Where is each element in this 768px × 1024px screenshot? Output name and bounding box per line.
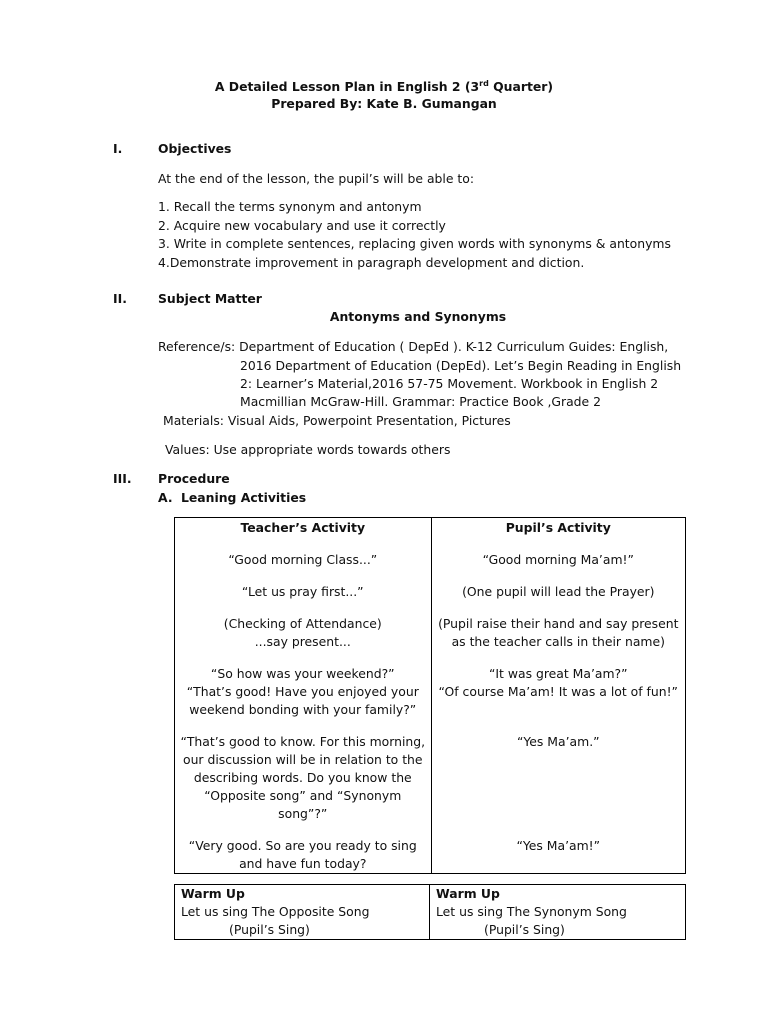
activity-table — [174, 517, 686, 874]
teacher-line: our discussion will be in relation to the — [182, 752, 423, 767]
teacher-line: “Very good. So are you ready to sing — [188, 838, 417, 853]
teacher-line: describing words. Do you know the — [193, 770, 412, 785]
section-numeral-objectives: I. — [113, 141, 123, 156]
prepared-by: Prepared By: Kate B. Gumangan — [271, 96, 497, 111]
teacher-line: “Opposite song” and “Synonym — [204, 788, 402, 803]
objective-item: 2. Acquire new vocabulary and use it correctly — [158, 218, 446, 233]
teacher-column — [175, 518, 432, 874]
pupil-line-empty — [432, 769, 685, 787]
procedure-heading: Procedure — [158, 471, 230, 486]
title-prefix: A Detailed Lesson Plan in English 2 (3 — [214, 79, 480, 94]
teacher-line: ...say present... — [254, 634, 351, 649]
teacher-header: Teacher’s Activity — [240, 520, 366, 535]
teacher-line: “Good morning Class...” — [228, 552, 378, 567]
pupil-line: “Yes Ma’am.” — [516, 734, 600, 749]
materials-line: Materials: Visual Aids, Powerpoint Presentation, Pictures — [163, 413, 511, 428]
pupil-line: “Yes Ma’am!” — [516, 838, 601, 853]
pupil-line-empty — [432, 751, 685, 769]
pupil-line-empty — [432, 787, 685, 805]
section-numeral-subject: II. — [113, 291, 127, 306]
pupil-line: “Of course Ma’am! It was a lot of fun!” — [438, 684, 678, 699]
teacher-line: “So how was your weekend?” — [210, 666, 395, 681]
pupil-line-empty — [432, 805, 685, 823]
pupil-column — [431, 518, 685, 874]
warmup-right-sub: (Pupil’s Sing) — [484, 922, 565, 937]
reference-line: Macmillian McGraw-Hill. Grammar: Practice Book ,Grade 2 — [240, 394, 601, 409]
warmup-left-sub: (Pupil’s Sing) — [229, 922, 310, 937]
reference-line: 2: Learner’s Material,2016 57-75 Movement. Workbook in English 2 — [240, 376, 659, 391]
warmup-left-cell — [175, 885, 430, 940]
objective-item: 3. Write in complete sentences, replacing given words with synonyms & antonyms — [158, 236, 671, 251]
teacher-line: song”?” — [278, 806, 328, 821]
objective-item: 4.Demonstrate improvement in paragraph development and diction. — [158, 255, 585, 270]
teacher-line: weekend bonding with your family?” — [189, 702, 417, 717]
pupil-line: “It was great Ma’am?” — [488, 666, 628, 681]
subject-heading: Subject Matter — [158, 291, 262, 306]
pupil-line: as the teacher calls in their name) — [451, 634, 665, 649]
values-line: Values: Use appropriate words towards others — [165, 442, 451, 457]
teacher-line: “That’s good! Have you enjoyed your — [186, 684, 419, 699]
reference-line: 2016 Department of Education (DepEd). Let’s Begin Reading in English — [240, 358, 682, 373]
objective-item: 1. Recall the terms synonym and antonym — [158, 199, 422, 214]
reference-line: Reference/s: Department of Education ( DepEd ). K-12 Curriculum Guides: English, — [158, 339, 669, 354]
warmup-right-heading: Warm Up — [436, 886, 500, 901]
section-numeral-procedure: III. — [113, 471, 132, 486]
warmup-left-line: Let us sing The Opposite Song — [181, 904, 370, 919]
warmup-table — [174, 884, 686, 940]
subject-topic: Antonyms and Synonyms — [329, 309, 507, 324]
subsection-heading: Leaning Activities — [181, 490, 307, 505]
title-superscript: rd — [479, 79, 489, 88]
pupil-header: Pupil’s Activity — [505, 520, 611, 535]
pupil-line: “Good morning Ma’am!” — [482, 552, 634, 567]
subsection-letter: A. — [158, 490, 173, 505]
warmup-right-line: Let us sing The Synonym Song — [436, 904, 627, 919]
pupil-line: (Pupil raise their hand and say present — [438, 616, 679, 631]
objectives-heading: Objectives — [158, 141, 232, 156]
teacher-line: and have fun today? — [239, 856, 367, 871]
teacher-line: “Let us pray first...” — [241, 584, 364, 599]
warmup-right-cell — [430, 885, 686, 940]
teacher-line: (Checking of Attendance) — [223, 616, 382, 631]
teacher-line: “That’s good to know. For this morning, — [180, 734, 426, 749]
title-suffix: Quarter) — [488, 79, 554, 94]
warmup-left-heading: Warm Up — [181, 886, 245, 901]
pupil-line-empty — [432, 701, 685, 719]
pupil-line-empty — [432, 855, 685, 873]
document-title — [0, 78, 768, 96]
objectives-intro: At the end of the lesson, the pupil’s will be able to: — [158, 171, 475, 186]
pupil-line: (One pupil will lead the Prayer) — [462, 584, 655, 599]
